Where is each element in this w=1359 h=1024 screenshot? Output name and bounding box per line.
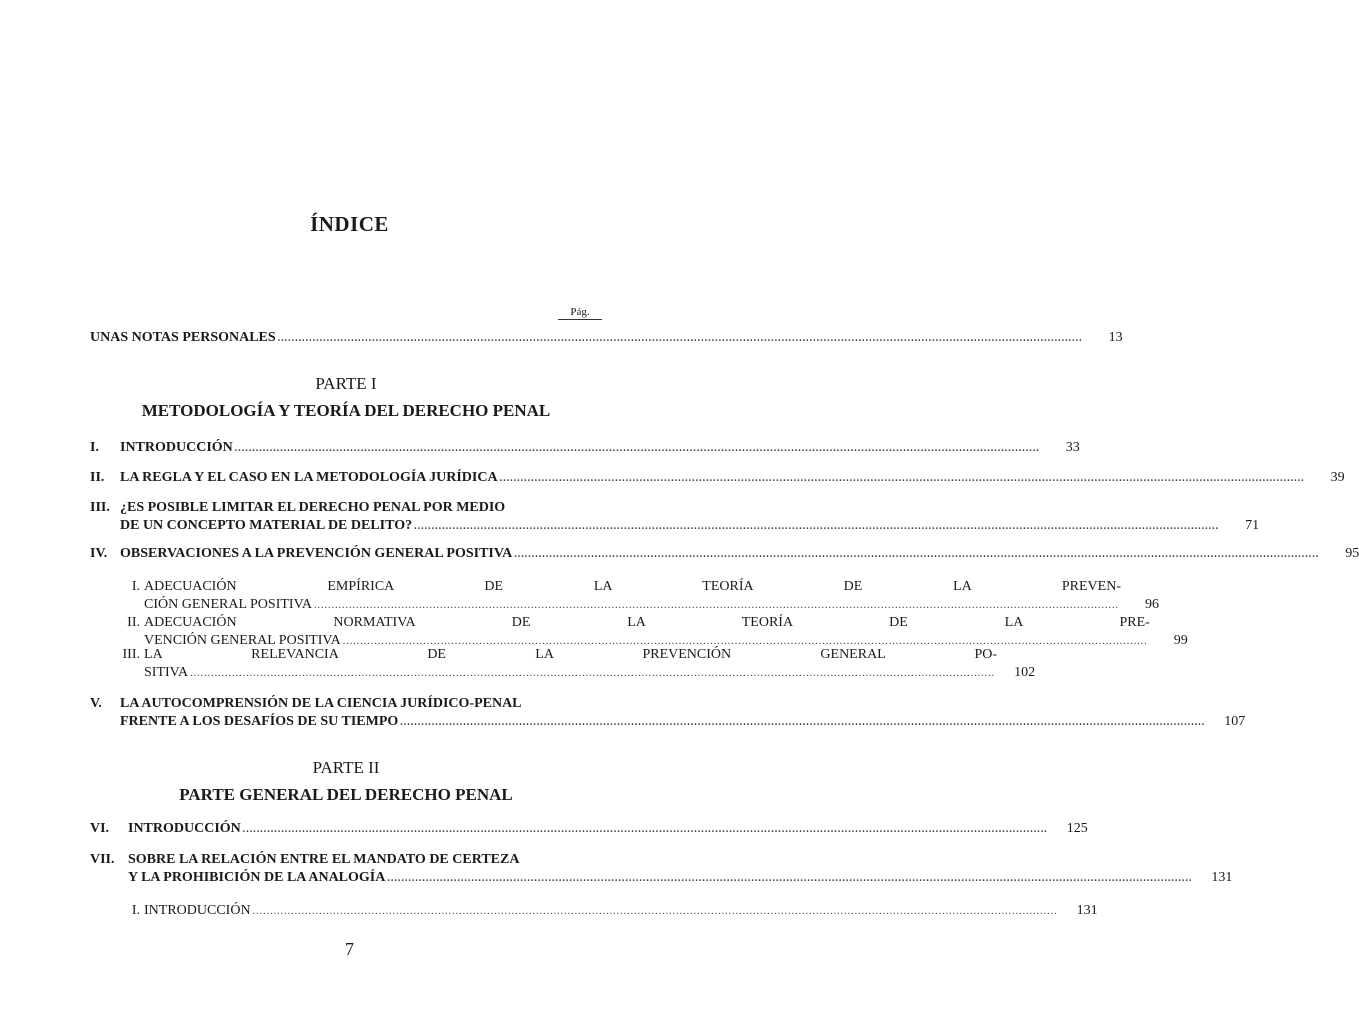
page-number: 7 — [345, 939, 354, 959]
chapter-number: V. — [90, 696, 102, 711]
chapter-title: LA AUTOCOMPRENSIÓN DE LA CIENCIA JURÍDICO-PENAL — [120, 696, 522, 711]
toc-page-number: 13 — [1108, 330, 1123, 345]
chapter-title: LA REGLA Y EL CASO EN LA METODOLOGÍA JURÍDICA — [120, 470, 498, 485]
toc-section[interactable] — [90, 578, 1159, 615]
toc-page-number: 131 — [1211, 870, 1233, 885]
chapter-title: INTRODUCCIÓN — [128, 821, 241, 836]
chapter-title-cont: DE UN CONCEPTO MATERIAL DE DELITO? — [120, 518, 413, 533]
toc-entry-label: UNAS NOTAS PERSONALES — [90, 330, 276, 345]
leader-dots: ...................................................................................................................................................................................................................................... — [342, 636, 1148, 647]
section-title-cont: SITIVA — [144, 665, 189, 680]
section-title: LA RELEVANCIA DE LA PREVENCIÓN GENERAL PO- — [144, 647, 998, 662]
leader-dots: ...................................................................................................................................................................................................................................... — [499, 473, 1305, 484]
leader-dots: ...................................................................................................................................................................................................................................... — [252, 906, 1058, 917]
toc-page-number: 39 — [1330, 470, 1345, 485]
toc-chapter[interactable] — [90, 469, 1345, 488]
toc-page-number: 131 — [1076, 903, 1098, 918]
toc-chapter[interactable] — [90, 545, 1359, 564]
toc-section[interactable] — [90, 646, 1036, 683]
leader-dots: ...................................................................................................................................................................................................................................... — [242, 824, 1048, 835]
part-name: METODOLOGÍA Y TEORÍA DEL DERECHO PENAL — [141, 401, 551, 420]
page-title: ÍNDICE — [310, 212, 389, 236]
leader-dots: ...................................................................................................................................................................................................................................... — [414, 521, 1220, 532]
toc-page-number: 33 — [1065, 440, 1080, 455]
chapter-title-cont: FRENTE A LOS DESAFÍOS DE SU TIEMPO — [120, 714, 399, 729]
section-number: II. — [127, 615, 140, 630]
chapter-title: INTRODUCCIÓN — [120, 440, 233, 455]
toc-page-number: 71 — [1245, 518, 1260, 533]
chapter-number: VII. — [90, 852, 115, 867]
leader-dots: ...................................................................................................................................................................................................................................... — [314, 600, 1119, 611]
toc-section[interactable] — [90, 902, 1098, 921]
leader-dots: ...................................................................................................................................................................................................................................... — [387, 873, 1193, 884]
leader-dots: ...................................................................................................................................................................................................................................... — [400, 717, 1206, 728]
leader-dots: ...................................................................................................................................................................................................................................... — [514, 549, 1320, 560]
section-title: INTRODUCCIÓN — [144, 903, 251, 918]
part-label: PARTE II — [312, 758, 380, 777]
section-title: ADECUACIÓN EMPÍRICA DE LA TEORÍA DE LA PREVEN- — [144, 579, 1121, 594]
section-title: ADECUACIÓN NORMATIVA DE LA TEORÍA DE LA PRE- — [144, 615, 1150, 630]
part-label: PARTE I — [315, 374, 377, 393]
chapter-number: IV. — [90, 546, 108, 561]
toc-entry-front[interactable] — [90, 329, 1123, 348]
toc-chapter[interactable] — [90, 820, 1088, 839]
toc-page-number: 96 — [1145, 597, 1159, 612]
toc-chapter[interactable] — [90, 439, 1080, 458]
toc-chapter[interactable] — [90, 851, 1233, 888]
page-column-label: Pág. — [558, 306, 602, 320]
section-number: I. — [131, 579, 140, 594]
toc-page-number: 95 — [1345, 546, 1359, 561]
chapter-title: OBSERVACIONES A LA PREVENCIÓN GENERAL POSITIVA — [120, 546, 513, 561]
part-name: PARTE GENERAL DEL DERECHO PENAL — [179, 785, 513, 804]
toc-page-number: 102 — [1014, 665, 1036, 680]
chapter-number: III. — [90, 500, 110, 515]
toc-page-number: 99 — [1173, 633, 1188, 648]
section-title-cont: VENCIÓN GENERAL POSITIVA — [144, 633, 341, 648]
section-title-cont: CIÓN GENERAL POSITIVA — [144, 597, 312, 612]
leader-dots: ...................................................................................................................................................................................................................................... — [190, 668, 996, 679]
toc-page-number: 125 — [1066, 821, 1088, 836]
chapter-title: SOBRE LA RELACIÓN ENTRE EL MANDATO DE CERTEZA — [128, 852, 520, 867]
chapter-number: VI. — [90, 821, 110, 836]
chapter-number: II. — [90, 470, 105, 485]
chapter-number: I. — [90, 440, 99, 455]
leader-dots: ...................................................................................................................................................................................................................................... — [277, 333, 1083, 344]
chapter-title-cont: Y LA PROHIBICIÓN DE LA ANALOGÍA — [128, 870, 386, 885]
section-number: I. — [131, 903, 140, 918]
section-number: III. — [122, 647, 140, 662]
leader-dots: ...................................................................................................................................................................................................................................... — [234, 443, 1040, 454]
toc-page-number: 107 — [1224, 714, 1246, 729]
toc-chapter[interactable] — [90, 695, 1246, 732]
toc-chapter[interactable] — [90, 499, 1260, 536]
chapter-title: ¿ES POSIBLE LIMITAR EL DERECHO PENAL POR MEDIO — [120, 500, 506, 515]
